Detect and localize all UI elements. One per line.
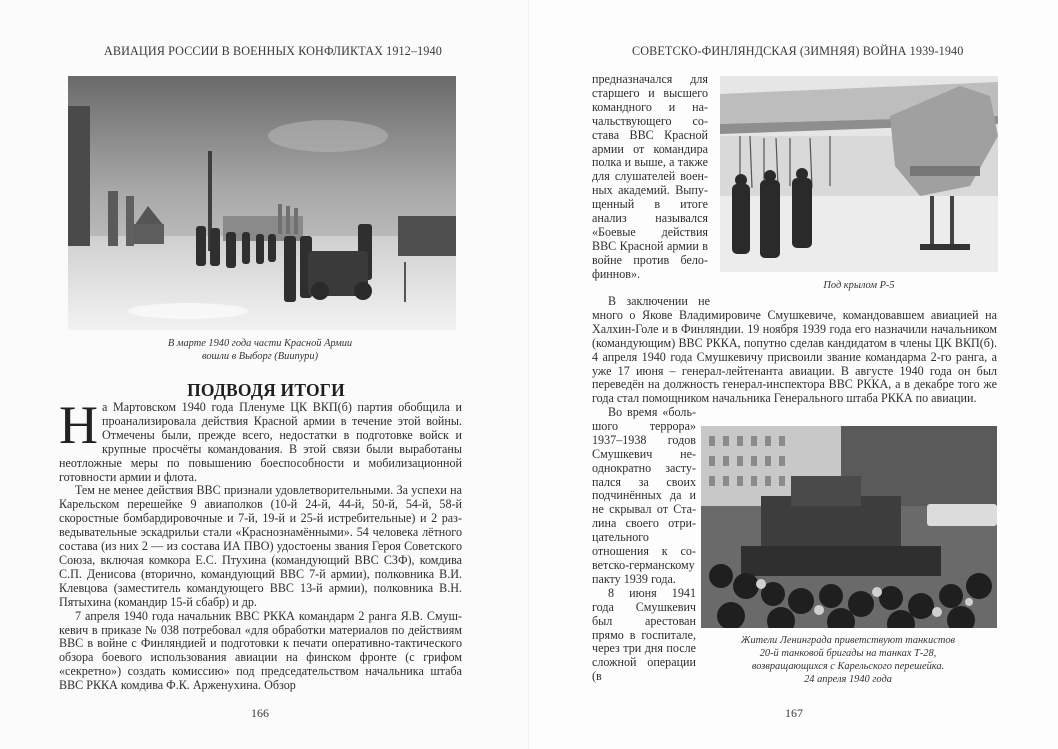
- right-bottom-column-text: [592, 406, 696, 684]
- right-top-column-text: [592, 73, 708, 282]
- caption-line: В марте 1940 года части Красной Армии: [167, 338, 353, 349]
- column-paragraph: предназначался для старшего и высшего командного и начальствующего состава ВВС Красной армии от командира полка и выше, а также для слушателей военных академий. Выпущенный в итоге анализ назывался «Боевые действия ВВС Красной армии в войне против белофиннов».: [592, 72, 708, 281]
- column-paragraph-2: 8 июня 1941 года Смушкевич был арестован прямо в госпитале, через три дня после сложной операции (в: [592, 585, 696, 684]
- caption-line: 24 апреля 1940 года: [804, 674, 892, 685]
- middle-paragraph-start: В заключении не: [608, 294, 710, 308]
- paragraph-3: 7 апреля 1940 года начальник ВВС РККА командарм 2 ранга Я.В. Смушкевич в приказе № 038 потребовал «для обработки материалов по действиям ВВС в войне с Финляндией и подготовки к печати оперативно-тактического обзора боевого использования авиации на финском фронте (с грифом «секретно») создать комиссию» под председательством начальника штаба ВВС РККА комдива Ф.К. Арженухина. Обзор: [59, 608, 462, 693]
- paragraph-1: [59, 395, 462, 484]
- drop-cap: Н: [59, 395, 98, 455]
- page-number-right: 167: [785, 706, 803, 720]
- photo-leningrad-caption: [695, 634, 1001, 686]
- caption-line: Жители Ленинграда приветствуют танкистов: [740, 635, 956, 646]
- column-paragraph-1: Во время «большого террора» 1937–1938 годов Смушкевич неоднократно заступался за своих подчинённых да и не скрывал от Сталина своего отрицательного отношения к советско-германскому пакту 1939 года.: [592, 405, 696, 586]
- running-head-right: СОВЕТСКО-ФИНЛЯНДСКАЯ (ЗИМНЯЯ) ВОЙНА 1939-1940: [632, 44, 964, 58]
- paragraph-2: Тем не менее действия ВВС признали удовлетворительными. За успехи на Карельском перешейке 9 авиаполков (10-й 24-й, 44-й, 50-й, 54-й, 58-й скоростные бомбардировочные и 7-й, 19-й и 25-й истребительные) и 2 разведывательные эскадрильи стали «Краснознамёнными». 54 человека лётного состава (из них 2 — из состава ИА ПВО) удостоены звания Героя Советского Союза, включая комкора Е.С. Птухина (командующий ВВС СЗФ), комдива С.П. Денисова (вторично, командующий ВВС 7-й армии), полковника В.И. Клевцова (заместитель командующего ВВС 13-й армии), полковника В.Н. Пятыхина (командир 15-й сбабр) и др.: [59, 483, 462, 609]
- photo-r5-caption: Под крылом Р-5: [823, 280, 895, 291]
- paragraph-1-text: а Мартовском 1940 года Пленуме ЦК ВКП(б) партия обобщила и проанализировала действия Красной армии в течение этой войны. Отмечены были, прежде всего, недостатки в подготовке войск и крупные просчёты командования. В этой связи были выработаны неотложные меры по повышению боеспособности и мобилизационной готовности армии и флота.: [59, 400, 462, 484]
- running-head-left: АВИАЦИЯ РОССИИ В ВОЕННЫХ КОНФЛИКТАХ 1912–1940: [104, 44, 442, 58]
- caption-line: вошли в Выборг (Виипури): [201, 351, 319, 362]
- caption-line: возвращающихся с Карельского перешейка.: [751, 661, 945, 672]
- photo-r5-wing-image: [720, 76, 998, 272]
- right-middle-text: [592, 295, 997, 406]
- photo-r5-wing: [720, 76, 998, 272]
- middle-paragraph-rest: много о Якове Владимировиче Смушкевиче, командовавшем авиацией на Халхин-Голе и в Финляндии. 19 ноября 1939 года его назначили начальником (командующим) ВВС РККА, попутно сделав кандидатом в члены ЦК ВКП(б). 4 апреля 1940 года Смушкевичу присвоили звание командарма 2-го ранга, а уже 17 июня – генерал-лейтенанта авиации. В августе 1940 года он был переведён на должность генерал-инспектора ВВС РККА, а в декабре того же года стал помощником начальника Генерального штаба РККА по авиации.: [592, 307, 997, 406]
- photo-vyborg-caption: [100, 337, 420, 363]
- caption-line: 20-й танковой бригады на танках Т-28,: [759, 648, 937, 659]
- photo-vyborg: [68, 76, 456, 330]
- right-page: [529, 0, 1058, 749]
- photo-vyborg-image: [68, 76, 456, 330]
- left-body-text: [59, 395, 462, 693]
- photo-leningrad-tanks-image: [701, 426, 997, 628]
- photo-leningrad-tanks: [701, 426, 997, 628]
- section-title: ПОДВОДЯ ИТОГИ: [187, 380, 345, 400]
- page-number-left: 166: [251, 706, 269, 720]
